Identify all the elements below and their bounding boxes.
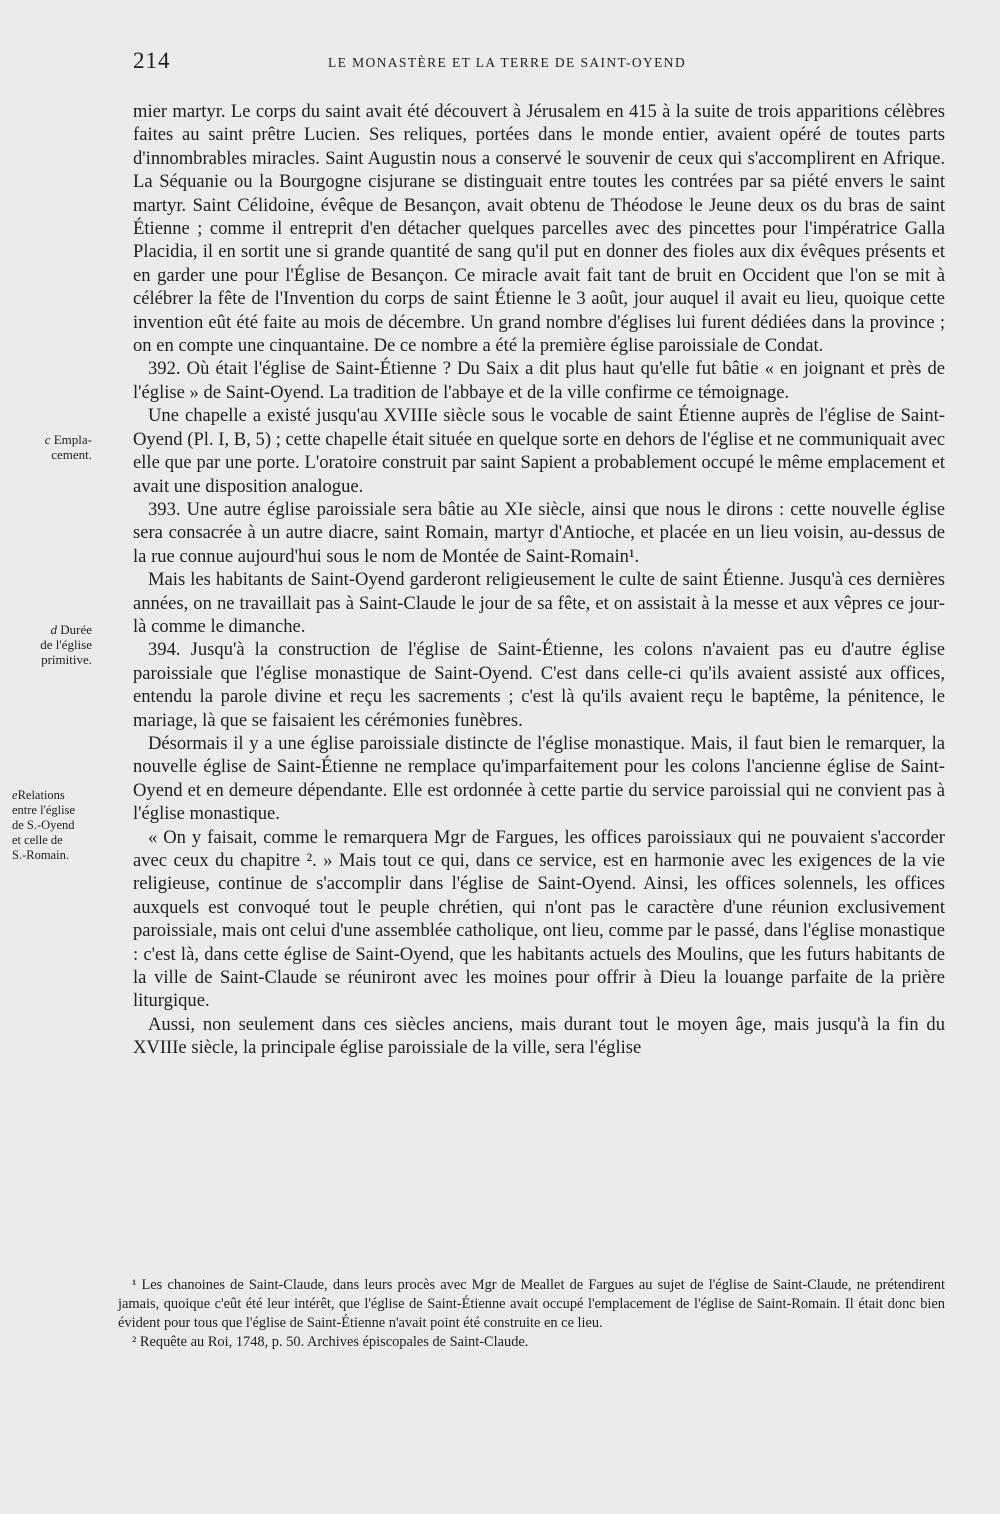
- footnote: ² Requête au Roi, 1748, p. 50. Archives épiscopales de Saint-Claude.: [132, 1334, 529, 1350]
- body-text: [133, 100, 945, 1060]
- margin-note-line: de S.-Oyend: [12, 818, 75, 832]
- paragraph: Désormais il y a une église paroissiale distincte de l'église monastique. Mais, il faut bien le remarquer, la nouvelle église de Saint-Étienne ne remplace qu'imparfaitement pour les colons l'ancienne église de Saint-Oyend et en demeure dépendante. Elle est ordonnée à cette partie du service paroissial qui ne convient pas à l'église monastique.: [133, 732, 945, 825]
- paragraph: 392. Où était l'église de Saint-Étienne ? Du Saix a dit plus haut qu'elle fut bâtie « en joignant et près de l'église » de Saint-Oyend. La tradition de l'abbaye et de la ville confirme ce témoignage.: [133, 358, 945, 403]
- margin-note-emplacement: [0, 432, 92, 462]
- margin-note-line: et celle de: [12, 833, 63, 847]
- margin-note-relations: [12, 788, 104, 863]
- footnote: ¹ Les chanoines de Saint-Claude, dans leurs procès avec Mgr de Meallet de Fargues au sujet de l'église de Saint-Claude, ne prétendirent jamais, quoique c'eût été leur intérêt, que l'église de Saint-Étienne avait occupé l'emplacement de l'église de Saint-Romain. Il était donc bien évident pour tous que l'église de Saint-Étienne n'avait point été construite en ce lieu.: [118, 1277, 945, 1331]
- running-head: LE MONASTÈRE ET LA TERRE DE SAINT-OYEND: [328, 55, 687, 70]
- margin-note-line: Empla-: [53, 432, 92, 447]
- paragraph: mier martyr. Le corps du saint avait été découvert à Jérusalem en 415 à la suite de trois apparitions célèbres faites au saint prêtre Lucien. Ses reliques, portées dans le monde entier, avaient opéré de toutes parts d'innombrables miracles. Saint Augustin nous a conservé le souvenir de ceux qui s'accomplirent en Afrique. La Séquanie ou la Bourgogne cisjurane se distinguait entre toutes les contrées par sa piété envers le saint martyr. Saint Célidoine, évêque de Besançon, avait obtenu de Théodose le Jeune deux os du bras de saint Étienne ; comme il entreprit d'en détacher quelques parcelles avec des pincettes pour l'impératrice Galla Placidia, il en sortit une si grande quantité de sang qu'il put en donner des fioles aux dix évêques présents et en garder une pour l'Église de Besançon. Ce miracle avait fait tant de bruit en Occident que l'on se mit à célébrer la fête de l'Invention du corps de saint Étienne le 3 août, jour auquel il avait eu lieu, quoique cette invention eût été faite au mois de décembre. Un grand nombre d'églises lui furent dédiées dans la province ; on en compte une cinquantaine. De ce nombre a été la première église paroissiale de Condat.: [133, 101, 945, 357]
- margin-note-line: Durée: [60, 622, 92, 637]
- margin-note-line: de l'église: [40, 637, 92, 652]
- paragraph: « On y faisait, comme le remarquera Mgr de Fargues, les offices paroissiaux qui ne pouvaient s'accorder avec ceux du chapitre ². » Mais tout ce qui, dans ce service, est en harmonie avec les exigences de la vie religieuse, continue de s'accomplir dans l'église de Saint-Oyend. Ainsi, les offices solennels, les offices auxquels est convoqué tout le peuple chrétien, qui n'ont pas le caractère d'une réunion exclusivement paroissiale, mais ont celui d'une assemblée catholique, ont lieu, comme par le passé, dans l'église monastique : c'est là, dans cette église de Saint-Oyend, que les habitants actuels des Moulins, que les futurs habitants de la ville de Saint-Claude se réuniront avec les moines pour offrir à Dieu la louange parfaite de la prière liturgique.: [133, 826, 945, 1012]
- margin-note-line: S.-Romain.: [12, 848, 69, 862]
- page-number: 214: [133, 48, 171, 73]
- margin-note-line: Relations: [17, 788, 65, 802]
- margin-note-letter: d: [50, 622, 57, 637]
- paragraph: 394. Jusqu'à la construction de l'église de Saint-Étienne, les colons n'avaient pas eu d'autre église paroissiale que l'église monastique de Saint-Oyend. C'est dans celle-ci qu'ils avaient assisté aux offices, entendu la parole divine et reçu les sacrements ; c'est là qu'ils avaient reçu le baptême, la pénitence, le mariage, là que se faisaient les cérémonies funèbres.: [133, 639, 945, 731]
- footnotes: [118, 1276, 945, 1352]
- paragraph: Aussi, non seulement dans ces siècles anciens, mais durant tout le moyen âge, mais jusqu'à la fin du XVIIIe siècle, la principale église paroissiale de la ville, sera l'église: [133, 1013, 945, 1059]
- margin-note-line: primitive.: [41, 652, 92, 667]
- paragraph: Mais les habitants de Saint-Oyend garderont religieusement le culte de saint Étienne. Jusqu'à ces dernières années, on ne travaillait pas à Saint-Claude le jour de sa fête, et on assistait à la messe et aux vêpres ce jour-là comme le dimanche.: [133, 569, 945, 637]
- margin-note-line: entre l'église: [12, 803, 75, 817]
- paragraph: Une chapelle a existé jusqu'au XVIIIe siècle sous le vocable de saint Étienne auprès de l'église de Saint-Oyend (Pl. I, B, 5) ; cette chapelle était située en quelque sorte en dehors de l'église et ne communiquait avec elle que par une porte. L'oratoire construit par saint Sapient a probablement occupé le même emplacement et avait une disposition analogue.: [133, 405, 945, 497]
- margin-note-line: cement.: [51, 447, 92, 462]
- margin-note-letter: e: [12, 788, 18, 802]
- margin-note-duree: [0, 622, 92, 667]
- margin-note-letter: c: [44, 432, 51, 447]
- paragraph: 393. Une autre église paroissiale sera bâtie au XIe siècle, ainsi que nous le dirons : cette nouvelle église sera consacrée à un autre diacre, saint Romain, martyr d'Antioche, et placée en un lieu voisin, au-dessus de la rue connue aujourd'hui sous le nom de Montée de Saint-Romain¹.: [133, 498, 945, 567]
